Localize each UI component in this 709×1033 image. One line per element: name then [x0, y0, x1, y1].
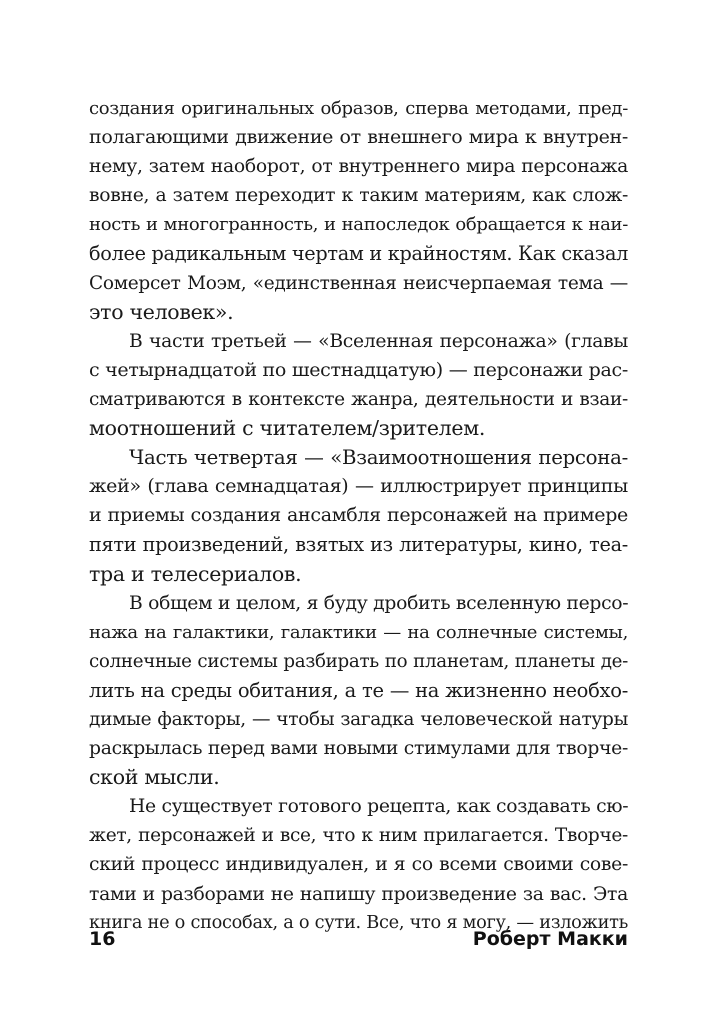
text-line: димые факторы, — чтобы загадка человеческой натуры [89, 708, 628, 730]
text-line: пяти произведений, взятых из литературы, кино, теа- [89, 533, 628, 557]
text-line: ской мысли. [89, 765, 220, 790]
text-line: лить на среды обитания, а те — на жизненно необхо- [89, 678, 628, 702]
text-line: ность и многогранность, и напоследок обращается к наи- [89, 214, 628, 236]
text-line: жей» (глава семнадцатая) — иллюстрирует принципы [89, 475, 628, 498]
text-line: создания оригинальных образов, сперва методами, пред- [89, 98, 628, 119]
text-line: полагающими движение от внешнего мира к внутрен- [89, 126, 628, 149]
text-line: жет, персонажей и все, что к ним прилагается. Творче- [89, 825, 628, 847]
paragraph-first-line: Часть четвертая — «Взаимоотношения персона- [129, 446, 628, 470]
text-line: сматриваются в контексте жанра, деятельности и взаи- [89, 388, 628, 410]
running-footer-author: Роберт Макки [472, 928, 628, 950]
text-line: это человек». [89, 299, 234, 324]
text-line: вовне, а затем переходит к таким материям, как слож- [89, 185, 628, 207]
text-line: нему, затем наоборот, от внутреннего мира персонажа [89, 156, 628, 178]
text-line: ский процесс индивидуален, и я со всеми своими сове- [89, 854, 628, 876]
text-line: книга не о способах, а о сути. Все, что я могу, — изложить [89, 912, 628, 933]
text-line: тра и телесериалов. [89, 561, 302, 586]
text-line: Сомерсет Моэм, «единственная неисчерпаемая тема — [89, 272, 628, 294]
text-line: нажа на галактики, галактики — на солнечные системы, [89, 621, 628, 643]
text-line: с четырнадцатой по шестнадцатую) — персонажи рас- [89, 358, 628, 381]
text-line: раскрылась перед вами новыми стимулами для творче- [89, 738, 628, 760]
body-text [89, 94, 628, 938]
paragraph-first-line: Не существует готового рецепта, как создавать сю- [129, 796, 629, 818]
paragraph-first-line: В общем и целом, я буду дробить вселенную персо- [129, 592, 629, 614]
paragraph-first-line: В части третьей — «Вселенная персонажа» (главы [129, 330, 628, 352]
text-line: моотношений с читателем/зрителем. [89, 416, 486, 441]
text-line: тами и разборами не напишу произведение за вас. Эта [89, 883, 628, 905]
text-line: более радикальным чертам и крайностям. Как сказал [89, 242, 629, 266]
page-footer [89, 928, 628, 956]
text-line: и приемы создания ансамбля персонажей на примере [89, 504, 628, 527]
page-number: 16 [89, 928, 116, 950]
text-line: солнечные системы разбирать по планетам, планеты де- [89, 650, 628, 672]
